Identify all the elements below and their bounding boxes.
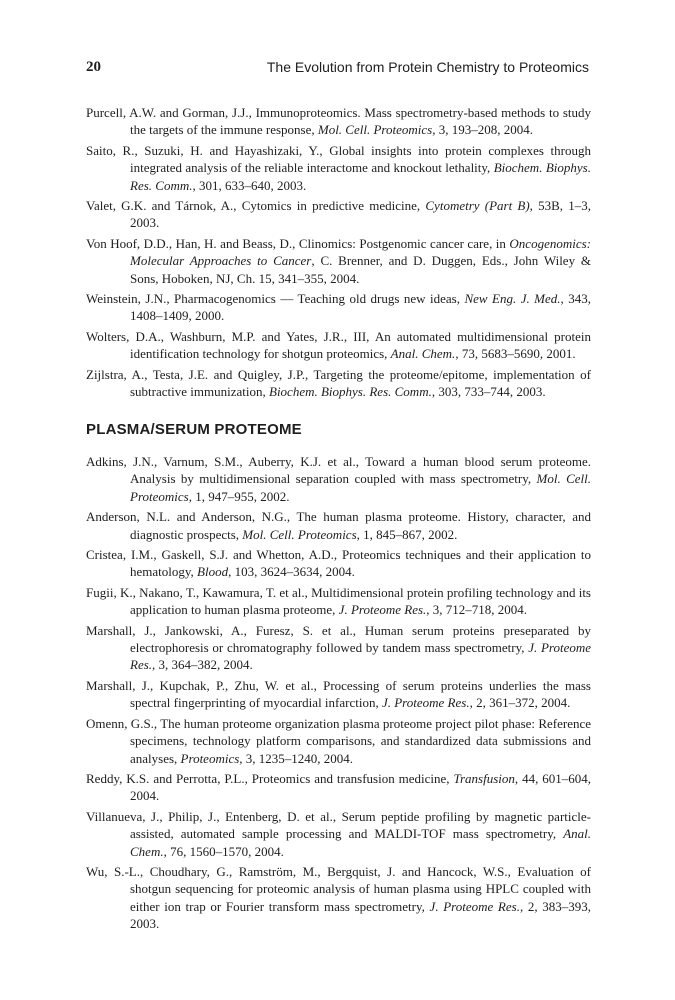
reference-journal: New Eng. J. Med.	[464, 291, 561, 307]
reference-text: Villanueva, J., Philip, J., Entenberg, D. et al., Serum peptide profiling by magnetic particle-assisted, automated sample processing and MALDI-TOF mass spectrometry,	[86, 808, 591, 842]
reference-entry	[86, 715, 591, 767]
reference-citation: , 3, 193–208, 2004.	[432, 122, 533, 138]
reference-entry	[86, 197, 591, 232]
reference-entry	[86, 622, 591, 674]
reference-text: Omenn, G.S., The human proteome organization plasma proteome project pilot phase: Reference specimens, technology platform comparisons, and standardized data submissions and analyses,	[86, 715, 591, 766]
reference-text: Saito, R., Suzuki, H. and Hayashizaki, Y., Global insights into protein complexes through integrated analysis of the reliable interactome and knockout lethality,	[86, 142, 591, 176]
reference-citation: , C. Brenner, and D. Duggen, Eds., John Wiley & Sons, Hoboken, NJ, Ch. 15, 341–355, 2004.	[130, 253, 591, 286]
page-number: 20	[86, 59, 101, 75]
reference-text: Marshall, J., Jankowski, A., Furesz, S. et al., Human serum proteins preseparated by electrophoresis or chromatography followed by tandem mass spectrometry,	[86, 622, 591, 656]
reference-journal: Mol. Cell. Proteomics	[317, 122, 433, 138]
reference-entry	[86, 104, 591, 139]
reference-citation: , 3, 364–382, 2004.	[152, 657, 253, 673]
reference-journal: Transfusion	[453, 770, 515, 786]
reference-text: Cristea, I.M., Gaskell, S.J. and Whetton, A.D., Proteomics techniques and their application to hematology,	[86, 547, 591, 580]
reference-journal: J. Proteome Res.	[429, 898, 520, 914]
reference-entry	[86, 235, 591, 287]
reference-entry	[86, 453, 591, 505]
reference-citation: , 76, 1560–1570, 2004.	[163, 843, 284, 859]
reference-text: Valet, G.K. and Tárnok, A., Cytomics in predictive medicine,	[86, 198, 426, 214]
reference-citation: , 53B, 1–3, 2003.	[130, 198, 591, 231]
reference-citation: , 2, 361–372, 2004.	[469, 695, 571, 711]
reference-citation: , 2, 383–393, 2003.	[130, 898, 592, 932]
reference-journal: Proteomics	[180, 750, 240, 766]
reference-text: Wu, S.-L., Choudhary, G., Ramström, M., Bergquist, J. and Hancock, W.S., Evaluation of shotgun sequencing for proteomic analysis of human plasma using HPLC coupled with either ion trap or Fourier transform mass spectrometry,	[86, 863, 591, 914]
reference-entry	[86, 328, 591, 363]
section-heading: PLASMA/SERUM PROTEOME	[86, 421, 302, 438]
reference-citation: , 1, 845–867, 2002.	[356, 526, 458, 542]
reference-text: Adkins, J.N., Varnum, S.M., Auberry, K.J. et al., Toward a human blood serum proteome. Analysis by multidimensional separation coupled with mass spectrometry,	[86, 454, 591, 487]
reference-list-plasma	[86, 453, 591, 936]
reference-citation: , 73, 5683–5690, 2001.	[455, 346, 576, 362]
reference-citation: , 343, 1408–1409, 2000.	[130, 291, 591, 324]
reference-journal: Biochem. Biophys. Res. Comm.	[269, 384, 432, 400]
reference-citation: , 3, 712–718, 2004.	[426, 602, 528, 618]
reference-entry	[86, 770, 591, 805]
reference-citation: , 3, 1235–1240, 2004.	[239, 750, 354, 766]
reference-text: Anderson, N.L. and Anderson, N.G., The human plasma proteome. History, character, and diagnostic prospects,	[86, 509, 591, 542]
reference-citation: , 103, 3624–3634, 2004.	[228, 564, 355, 580]
reference-entry	[86, 508, 591, 543]
reference-entry	[86, 290, 591, 325]
running-title: The Evolution from Protein Chemistry to Proteomics	[266, 59, 589, 75]
reference-citation: , 1, 947–955, 2002.	[188, 488, 290, 504]
reference-citation: , 301, 633–640, 2003.	[192, 177, 307, 193]
reference-journal: J. Proteome Res.	[130, 640, 591, 673]
reference-journal: Oncogenomics: Molecular Approaches to Cancer	[130, 235, 591, 269]
reference-entry	[86, 863, 591, 933]
reference-entry	[86, 677, 591, 712]
reference-entry	[86, 142, 591, 194]
reference-entry	[86, 366, 591, 401]
reference-list	[86, 104, 591, 404]
reference-citation: , 303, 733–744, 2003.	[431, 384, 546, 400]
reference-journal: Blood	[197, 564, 229, 580]
reference-journal: Mol. Cell. Proteomics	[242, 526, 357, 542]
reference-journal: Biochem. Biophys. Res. Comm.	[130, 160, 591, 193]
page-header	[86, 59, 589, 81]
reference-entry	[86, 808, 591, 860]
reference-text: Reddy, K.S. and Perrotta, P.L., Proteomics and transfusion medicine,	[86, 770, 454, 786]
reference-text: Wolters, D.A., Washburn, M.P. and Yates, J.R., III, An automated multidimensional protein identification technology for shotgun proteomics,	[86, 328, 591, 362]
reference-journal: Mol. Cell. Proteomics	[130, 471, 592, 504]
reference-text: Purcell, A.W. and Gorman, J.J., Immunoproteomics. Mass spectrometry-based methods to study the targets of the immune response,	[86, 105, 591, 138]
reference-citation: , 44, 601–604, 2004.	[130, 770, 592, 804]
reference-entry	[86, 546, 591, 581]
reference-text: Weinstein, J.N., Pharmacogenomics — Teaching old drugs new ideas,	[86, 291, 465, 307]
reference-text: Marshall, J., Kupchak, P., Zhu, W. et al., Processing of serum proteins underlies the mass spectral fingerprinting of myocardial infarction,	[86, 677, 591, 711]
reference-text: Von Hoof, D.D., Han, H. and Beass, D., Clinomics: Postgenomic cancer care, in	[86, 235, 510, 251]
reference-text: Zijlstra, A., Testa, J.E. and Quigley, J.P., Targeting the proteome/epitome, implementation of subtractive immunization,	[86, 366, 591, 400]
reference-journal: Anal. Chem.	[130, 826, 591, 859]
reference-journal: J. Proteome Res.	[381, 695, 470, 711]
reference-text: Fugii, K., Nakano, T., Kawamura, T. et al., Multidimensional protein profiling technology and its application to human plasma proteome,	[86, 584, 591, 618]
reference-journal: Cytometry (Part B)	[425, 198, 530, 214]
reference-journal: Anal. Chem.	[390, 346, 456, 362]
reference-journal: J. Proteome Res.	[338, 602, 427, 618]
reference-entry	[86, 584, 591, 619]
